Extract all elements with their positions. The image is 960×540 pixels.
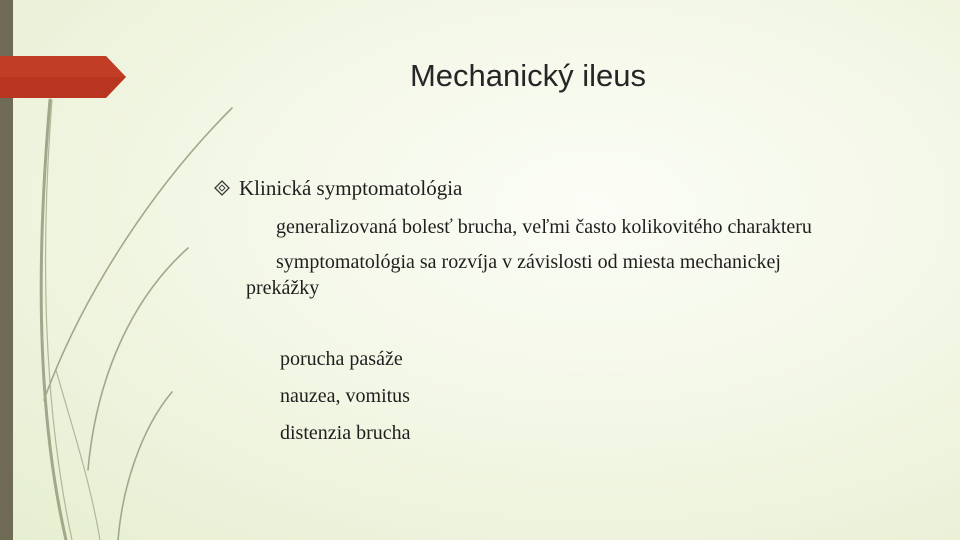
text-line-nausea: nauzea, vomitus [280,385,410,407]
diamond-bullet-icon [214,180,230,196]
text-line-passage: porucha pasáže [280,348,403,370]
bullet-item [214,174,462,202]
text-line-symptoms: symptomatológia sa rozvíja v závislosti od miesta mechanickej [276,251,781,273]
text-line-distension: distenzia brucha [280,422,411,444]
slide-title: Mechanický ileus [409,58,647,93]
arrow-tab-icon [0,56,126,98]
text-line-obstruction: prekážky [246,277,320,299]
bullet-text: Klinická symptomatológia [239,175,463,200]
text-line-pain: generalizovaná bolesť brucha, veľmi často kolikovitého charakteru [276,216,812,238]
